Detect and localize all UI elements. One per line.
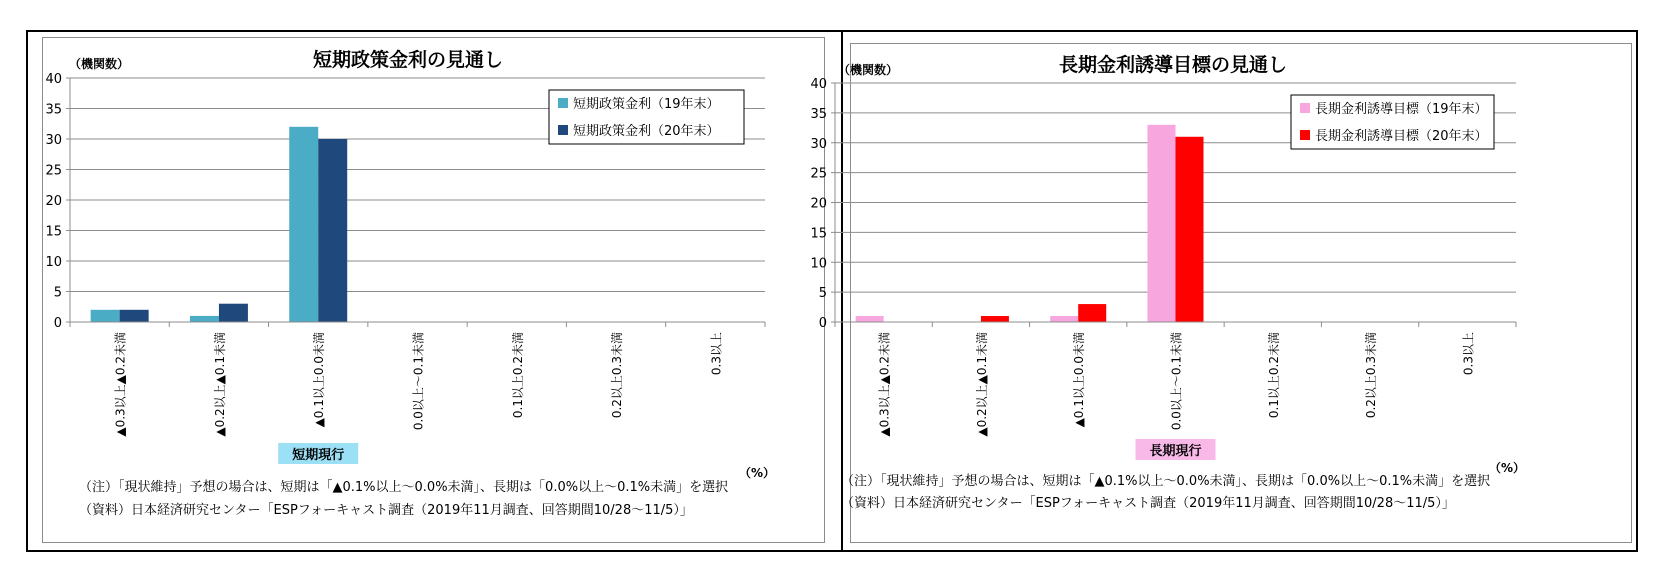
short-rate-legend-swatch-20	[558, 125, 568, 135]
long-rate-y-tick-label: 20	[810, 196, 827, 212]
long-rate-y-tick-label: 25	[810, 166, 827, 182]
long-rate-x-axis-label: （%）	[1489, 461, 1526, 475]
long-rate-y-tick-label: 10	[810, 256, 827, 272]
long-rate-x-tick-label: 0.3以上	[1461, 332, 1476, 376]
long-rate-y-tick-label: 5	[818, 286, 827, 302]
long-rate-note: （注）「現状維持」予想の場合は、短期は「▲0.1%以上～0.0%未満」、長期は「0.0%以上～0.1%未満」を選択	[841, 474, 1491, 489]
long-rate-x-tick-label: ▲0.1以上0.0未満	[1072, 332, 1087, 428]
short-rate-x-tick-label: 0.3以上	[709, 332, 724, 376]
short-rate-bar-19	[190, 316, 219, 322]
long-rate-chart-svg	[810, 44, 1633, 544]
short-rate-x-tick-label: ▲0.1以上0.0未満	[312, 332, 327, 428]
short-rate-y-tick-label: 40	[45, 72, 62, 87]
short-rate-y-tick-label: 20	[45, 194, 62, 209]
long-rate-y-tick-label: 40	[810, 77, 827, 92]
long-rate-bar-20	[1078, 304, 1106, 322]
long-rate-x-tick-label: 0.0以上～0.1未満	[1169, 332, 1184, 431]
short-rate-legend-swatch-19	[558, 98, 568, 108]
long-rate-legend-label-20: 長期金利誘導目標（20年末）	[1315, 129, 1488, 144]
long-rate-y-tick-label: 30	[810, 136, 827, 152]
long-rate-x-tick-label: ▲0.3以上▲0.2未満	[877, 332, 892, 437]
short-rate-x-tick-label: ▲0.3以上▲0.2未満	[113, 332, 128, 437]
short-rate-y-tick-label: 25	[45, 163, 62, 179]
short-rate-y-axis-label: （機関数）	[69, 57, 130, 71]
long-rate-current-label: 長期現行	[1149, 444, 1202, 459]
long-rate-bar-19	[1148, 125, 1176, 322]
short-rate-bar-20	[120, 310, 149, 322]
long-rate-legend-swatch-20	[1300, 130, 1310, 140]
chart-panel-long-rate	[810, 43, 1632, 543]
short-rate-source: （資料）日本経済研究センター「ESPフォーキャスト調査（2019年11月調査、回答期間10/28～11/5）」	[79, 503, 693, 518]
long-rate-legend-swatch-19	[1300, 103, 1310, 113]
short-rate-x-tick-label: ▲0.2以上▲0.1未満	[212, 332, 227, 437]
short-rate-bar-19	[289, 127, 318, 322]
long-rate-bar-20	[981, 316, 1009, 322]
short-rate-note: （注）「現状維持」予想の場合は、短期は「▲0.1%以上～0.0%未満」、長期は「0.0%以上～0.1%未満」を選択	[79, 480, 729, 495]
short-rate-y-tick-label: 30	[45, 133, 62, 148]
long-rate-chart-title: 長期金利誘導目標の見通し	[1058, 54, 1288, 76]
short-rate-bar-19	[91, 310, 120, 322]
long-rate-bar-19	[1050, 316, 1078, 322]
short-rate-chart-svg	[43, 38, 826, 544]
long-rate-x-tick-label: 0.2以上0.3未満	[1364, 332, 1379, 419]
short-rate-legend-label-19: 短期政策金利（19年末）	[573, 97, 720, 112]
short-rate-x-axis-label: （%）	[739, 466, 776, 480]
short-rate-chart-title: 短期政策金利の見通し	[312, 49, 504, 71]
long-rate-y-tick-label: 35	[810, 106, 827, 122]
short-rate-y-tick-label: 35	[45, 102, 62, 118]
short-rate-legend-label-20: 短期政策金利（20年末）	[573, 124, 720, 139]
long-rate-y-axis-label: （機関数）	[838, 63, 899, 77]
chart-panel-short-rate	[42, 37, 825, 543]
long-rate-y-tick-label: 0	[818, 316, 827, 331]
short-rate-y-tick-label: 0	[53, 316, 62, 331]
short-rate-bar-20	[219, 304, 248, 322]
short-rate-bar-20	[318, 139, 347, 322]
long-rate-x-tick-label: 0.1以上0.2未満	[1266, 332, 1281, 419]
long-rate-source: （資料）日本経済研究センター「ESPフォーキャスト調査（2019年11月調査、回答期間10/28～11/5）」	[841, 496, 1455, 511]
short-rate-x-tick-label: 0.0以上～0.1未満	[411, 332, 426, 431]
long-rate-legend-label-19: 長期金利誘導目標（19年末）	[1315, 102, 1488, 117]
long-rate-bar-20	[1176, 137, 1204, 322]
short-rate-y-tick-label: 10	[45, 255, 62, 270]
long-rate-x-tick-label: ▲0.2以上▲0.1未満	[974, 332, 989, 437]
long-rate-bar-19	[856, 316, 884, 322]
short-rate-y-tick-label: 5	[53, 285, 62, 301]
short-rate-current-label: 短期現行	[292, 448, 345, 463]
long-rate-y-tick-label: 15	[810, 226, 827, 242]
short-rate-x-tick-label: 0.1以上0.2未満	[510, 332, 525, 419]
short-rate-y-tick-label: 15	[45, 224, 62, 240]
short-rate-x-tick-label: 0.2以上0.3未満	[610, 332, 625, 419]
